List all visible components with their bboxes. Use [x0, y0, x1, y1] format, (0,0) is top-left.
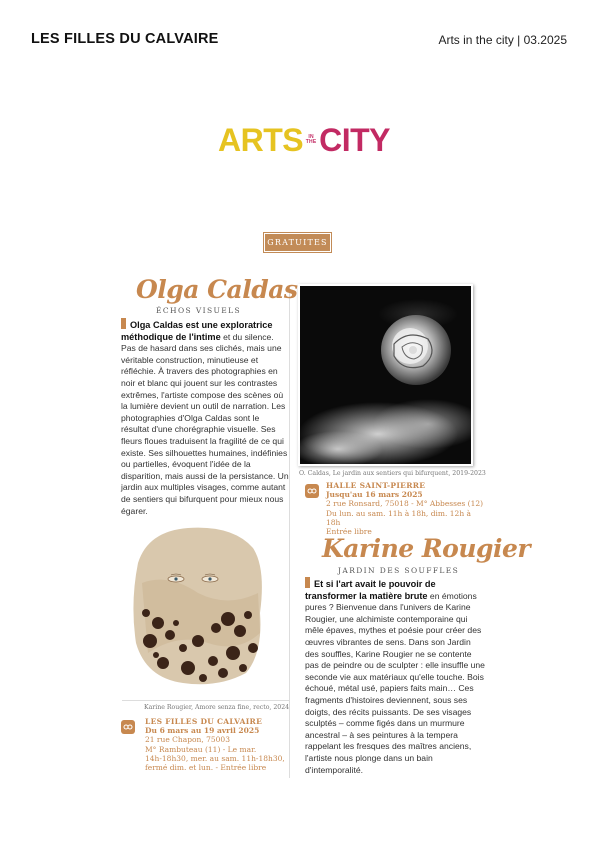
exhibition-dates: Du 6 mars au 19 avril 2025	[145, 726, 260, 736]
article-body: et du silence. Pas de hasard dans ses clichés, mais une véritable construction, minutieuse et réfléchie. À travers des photographies en noir et blanc qui jouent sur les contrastes extrêmes, l'artiste compose des scènes où la lumière devient un outil de narration. Les photographies d'Olga Caldas sont le résultat d'une chorégraphie visuelle. Ses fleurs floues traduisent la fragilité de ce qui existe. Ses silhouettes humaines, indéfinies ou partielles, évoquent l'idée de la disparition, mais aussi de la persistance. Un jardin aux multiples visages, comme autant de sentiers qui bifurquent pour mieux nous égarer.	[121, 331, 289, 516]
photo-flower	[298, 284, 473, 466]
paragraph-marker	[305, 577, 310, 588]
section-tag: GRATUITES	[265, 234, 330, 251]
publisher-name: LES FILLES DU CALVAIRE	[31, 31, 219, 47]
logo-city: CITY	[319, 122, 390, 158]
venue-address: 21 rue Chapon, 75003	[145, 735, 230, 745]
photo-caption-rougier: Karine Rougier, Amore senza fine, recto, 2024	[144, 704, 290, 711]
exhibition-title-echos-visuels: ÉCHOS VISUELS	[156, 306, 242, 315]
article-olga-caldas	[121, 318, 289, 517]
admission: Entrée libre	[326, 527, 372, 537]
article-body: en émotions pures ? Bienvenue dans l'univers de Karine Rougier, une alchimiste contemporaine qui mêle épaves, mythes et poésie pour créer des œuvres vibrantes de sens. Dans son Jardin des souffles, Karine Rougier ne se contente pas de peindre ou de sculpter : elle insuffle une seconde vie aux matériaux qu'elle touche. Bois échoué, métal usé, papiers faits main… Ces fragments d'histoires deviennent, sous ses doigts, des récits puissants. De ses visages sculptés – comme figés dans un murmure ancestral – à ses peintures à la tempera rappelant les fresques des maîtres anciens, l'artiste nous plonge dans un bain d'intemporalité.	[305, 590, 485, 775]
artist-name-olga-caldas: Olga Caldas	[136, 275, 298, 304]
column-divider	[289, 292, 290, 778]
photo-caption-caldas: O. Caldas, Le jardin aux sentiers qui bifurquent, 2019-2023	[299, 470, 486, 477]
arts-in-the-city-logo	[218, 123, 390, 157]
venue-info-les-filles-du-calvaire	[145, 717, 295, 772]
venue-info-halle-saint-pierre	[326, 481, 486, 536]
exhibition-dates: Jusqu'au 16 mars 2025	[326, 490, 423, 500]
exhibition-title-jardin-des-souffles: JARDIN DES SOUFFLES	[338, 566, 460, 575]
photo-sculpture	[128, 523, 266, 688]
article-lead: Et si l'art avait le pouvoir de transformer la matière brute	[305, 579, 436, 601]
opening-hours: Du lun. au sam. 11h à 18h, dim. 12h à 18h	[326, 508, 472, 527]
venue-metro: M° Rambuteau (11) - Le mar.	[145, 744, 257, 754]
venue-address: 2 rue Ronsard, 75018 - M° Abbesses (12)	[326, 499, 484, 509]
paragraph-marker	[121, 318, 126, 329]
link-icon	[121, 720, 135, 734]
closed-days-admission: fermé dim. et lun. - Entrée libre	[145, 763, 267, 773]
artist-name-karine-rougier: Karine Rougier	[322, 534, 531, 563]
link-icon	[305, 484, 319, 498]
caption-divider	[122, 700, 289, 701]
source-date: Arts in the city | 03.2025	[438, 33, 567, 47]
article-lead: Olga Caldas est une exploratrice méthodique de l'intime	[121, 320, 273, 342]
logo-arts: ARTS	[218, 122, 304, 158]
sculpture-photograph	[128, 523, 266, 688]
flower-photograph	[298, 284, 473, 466]
venue-name: LES FILLES DU CALVAIRE	[145, 717, 263, 726]
article-karine-rougier	[305, 577, 485, 776]
opening-hours: 14h-18h30, mer. au sam. 11h-18h30,	[145, 753, 285, 763]
logo-in-the: IN THE	[305, 133, 317, 145]
venue-name: HALLE SAINT-PIERRE	[326, 481, 426, 490]
